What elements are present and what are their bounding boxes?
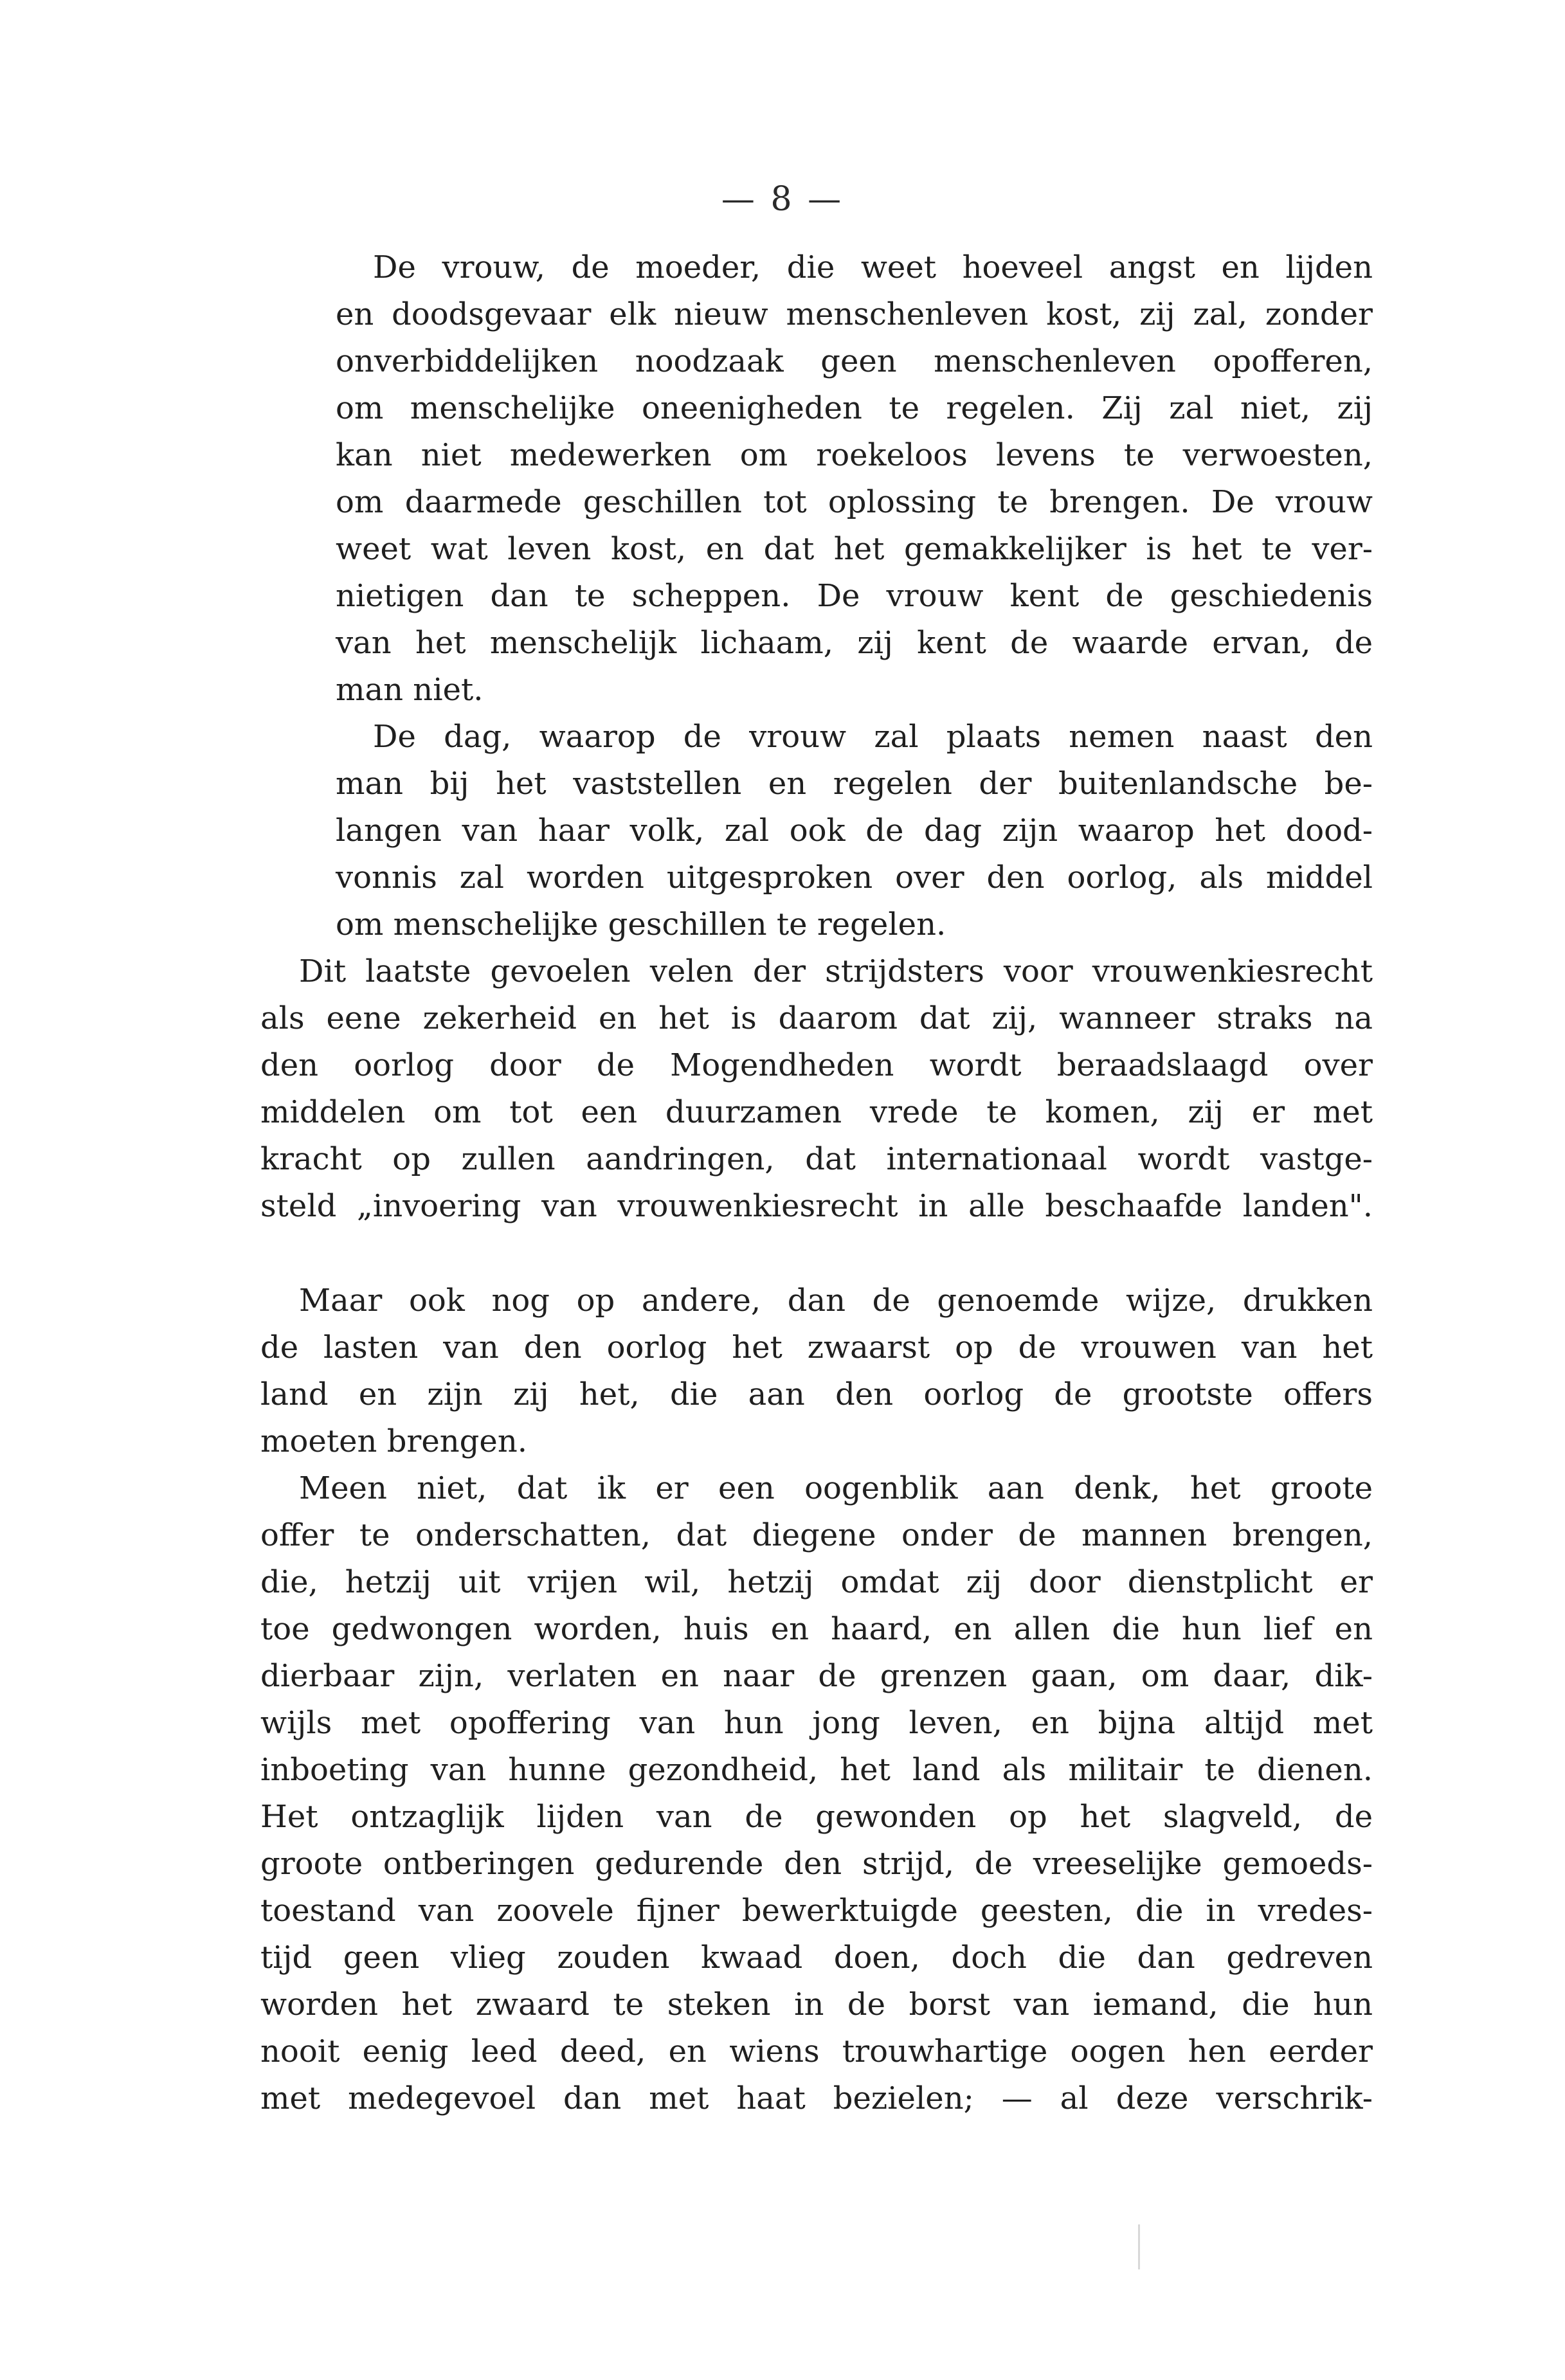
text-line: die, hetzij uit vrijen wil, hetzij omdat zij door dienstplicht er	[260, 1564, 1373, 1600]
text-line: tijd geen vlieg zouden kwaad doen, doch die dan gedreven	[260, 1940, 1373, 1976]
text-line: Maar ook nog op andere, dan de genoemde wijze, drukken	[299, 1283, 1373, 1319]
text-line: toestand van zoovele fijner bewerktuigde geesten, die in vredes-	[260, 1893, 1373, 1929]
text-line: en doodsgevaar elk nieuw menschenleven kost, zij zal, zonder	[336, 296, 1373, 332]
text-line: onverbiddelijken noodzaak geen menschenleven opofferen,	[336, 343, 1373, 379]
text-line: nooit eenig leed deed, en wiens trouwhartige oogen hen eerder	[260, 2033, 1373, 2069]
text-line: dierbaar zijn, verlaten en naar de grenzen gaan, om daar, dik-	[260, 1658, 1373, 1694]
text-line: offer te onderschatten, dat diegene onder de mannen brengen,	[260, 1517, 1373, 1553]
text-line: Dit laatste gevoelen velen der strijdsters voor vrouwenkiesrecht	[299, 953, 1373, 989]
text-line: den oorlog door de Mogendheden wordt beraadslaagd over	[260, 1047, 1373, 1083]
text-line: middelen om tot een duurzamen vrede te komen, zij er met	[260, 1094, 1373, 1130]
text-line: Het ontzaglijk lijden van de gewonden op het slagveld, de	[260, 1799, 1373, 1835]
text-line: man niet.	[336, 672, 484, 708]
text-line: worden het zwaard te steken in de borst van iemand, die hun	[260, 1987, 1373, 2023]
text-line: steld „invoering van vrouwenkiesrecht in alle beschaafde landen".	[260, 1188, 1373, 1224]
text-line: wijls met opoffering van hun jong leven, en bijna altijd met	[260, 1705, 1373, 1741]
text-line: nietigen dan te scheppen. De vrouw kent de geschiedenis	[336, 578, 1373, 614]
text-line: De vrouw, de moeder, die weet hoeveel angst en lijden	[373, 249, 1373, 285]
text-line: De dag, waarop de vrouw zal plaats nemen naast den	[373, 719, 1373, 755]
text-line: man bij het vaststellen en regelen der buitenlandsche be-	[336, 766, 1373, 802]
text-line: met medegevoel dan met haat bezielen; — al deze verschrik-	[260, 2080, 1373, 2116]
text-line: groote ontberingen gedurende den strijd, de vreeselijke gemoeds-	[260, 1846, 1373, 1882]
text-line: van het menschelijk lichaam, zij kent de waarde ervan, de	[336, 625, 1373, 661]
text-line: kracht op zullen aandringen, dat internationaal wordt vastge-	[260, 1141, 1373, 1177]
text-line: om daarmede geschillen tot oplossing te brengen. De vrouw	[336, 484, 1373, 520]
text-line: inboeting van hunne gezondheid, het land als militair te dienen.	[260, 1752, 1373, 1788]
paper-mark	[1138, 2224, 1140, 2269]
text-line: weet wat leven kost, en dat het gemakkelijker is het te ver-	[336, 531, 1373, 567]
text-line: moeten brengen.	[260, 1423, 527, 1459]
text-line: kan niet medewerken om roekeloos levens te verwoesten,	[336, 437, 1373, 473]
text-line: de lasten van den oorlog het zwaarst op de vrouwen van het	[260, 1330, 1373, 1366]
text-line: Meen niet, dat ik er een oogenblik aan denk, het groote	[299, 1470, 1373, 1506]
page-number: — 8 —	[721, 180, 844, 219]
text-line: vonnis zal worden uitgesproken over den oorlog, als middel	[336, 860, 1373, 896]
text-line: land en zijn zij het, die aan den oorlog de grootste offers	[260, 1376, 1373, 1412]
text-line: om menschelijke oneenigheden te regelen. Zij zal niet, zij	[336, 390, 1373, 426]
text-line: langen van haar volk, zal ook de dag zijn waarop het dood-	[336, 813, 1373, 849]
text-line: toe gedwongen worden, huis en haard, en allen die hun lief en	[260, 1611, 1373, 1647]
text-line: om menschelijke geschillen te regelen.	[336, 906, 946, 942]
text-line: als eene zekerheid en het is daarom dat zij, wanneer straks na	[260, 1000, 1373, 1036]
